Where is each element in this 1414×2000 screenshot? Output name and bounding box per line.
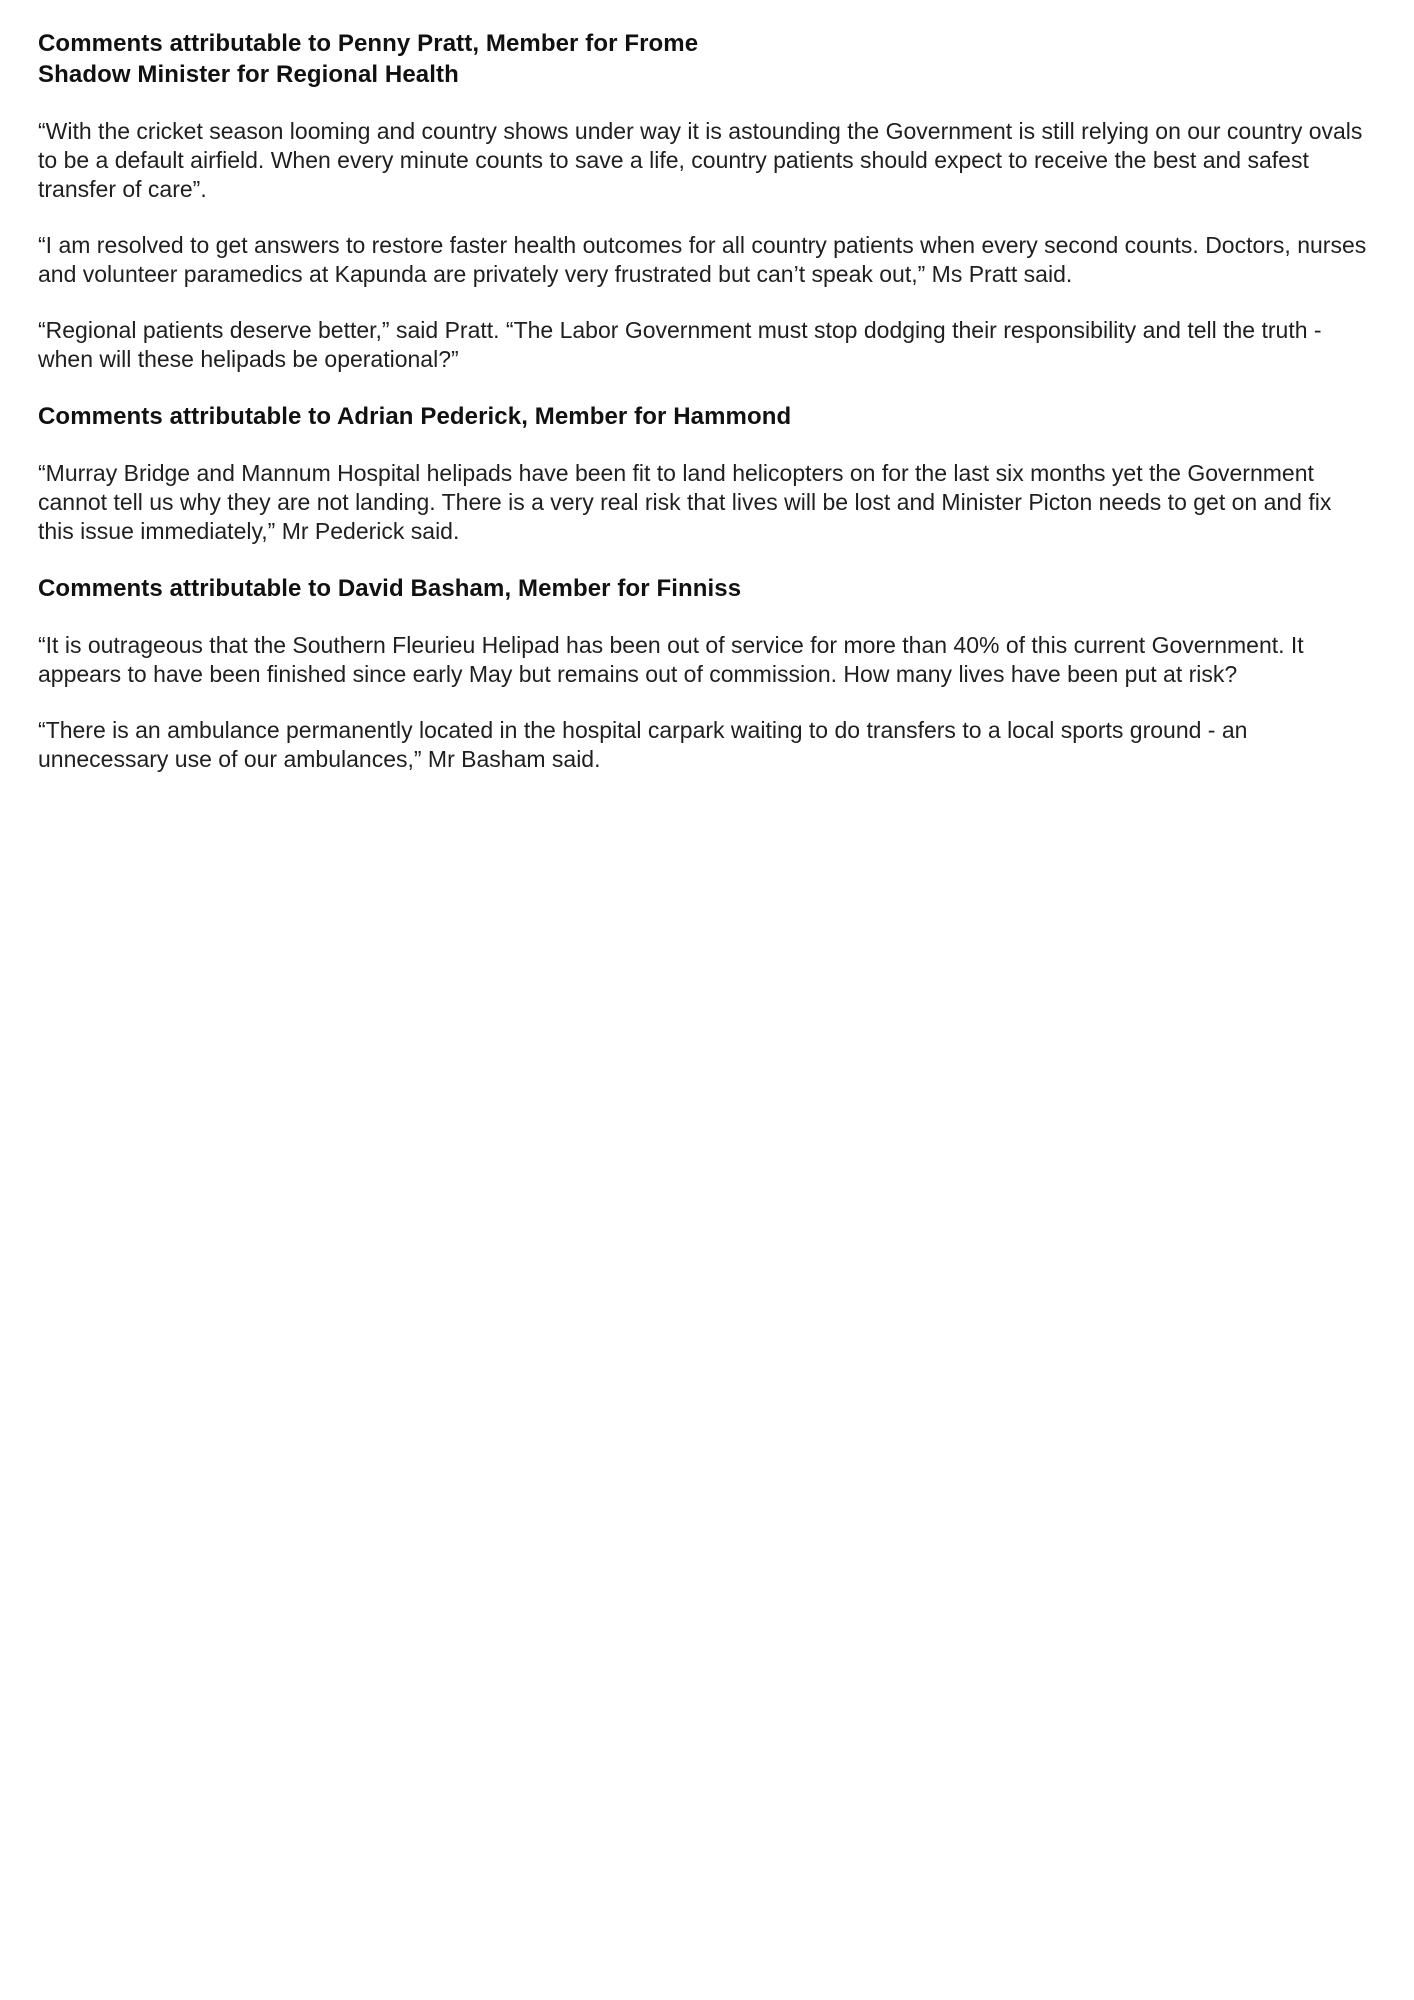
paragraph: “I am resolved to get answers to restore faster health outcomes for all country patients when every second counts. Doctors, nurses and volunteer paramedics at Kapunda are privately very frustrated but can’t speak out,” Ms Pratt said. — [38, 232, 1367, 287]
section-adrian-pederick — [38, 401, 1368, 546]
heading-line: Comments attributable to David Basham, Member for Finniss — [38, 575, 742, 602]
heading-line: Comments attributable to Penny Pratt, Member for Frome — [38, 30, 699, 57]
section-heading — [38, 28, 1368, 90]
section-david-basham — [38, 573, 1368, 774]
paragraph: “It is outrageous that the Southern Fleurieu Helipad has been out of service for more than 40% of this current Government. It appears to have been finished since early May but remains out of commission. How many lives have been put at risk? — [38, 632, 1304, 687]
paragraph: “Regional patients deserve better,” said Pratt. “The Labor Government must stop dodging their responsibility and tell the truth - when will these helipads be operational?” — [38, 317, 1322, 372]
heading-line: Comments attributable to Adrian Pederick, Member for Hammond — [38, 403, 792, 430]
section-heading — [38, 573, 1368, 604]
paragraph: “Murray Bridge and Mannum Hospital helipads have been fit to land helicopters on for the last six months yet the Government cannot tell us why they are not landing. There is a very real risk that lives will be lost and Minister Picton needs to get on and fix this issue immediately,” Mr Pederick said. — [38, 460, 1332, 544]
paragraph: “With the cricket season looming and country shows under way it is astounding the Government is still relying on our country ovals to be a default airfield. When every minute counts to save a life, country patients should expect to receive the best and safest transfer of care”. — [38, 118, 1363, 202]
section-penny-pratt — [38, 28, 1368, 374]
section-heading — [38, 401, 1368, 432]
paragraph: “There is an ambulance permanently located in the hospital carpark waiting to do transfers to a local sports ground - an unnecessary use of our ambulances,” Mr Basham said. — [38, 717, 1248, 772]
heading-line: Shadow Minister for Regional Health — [38, 61, 459, 88]
